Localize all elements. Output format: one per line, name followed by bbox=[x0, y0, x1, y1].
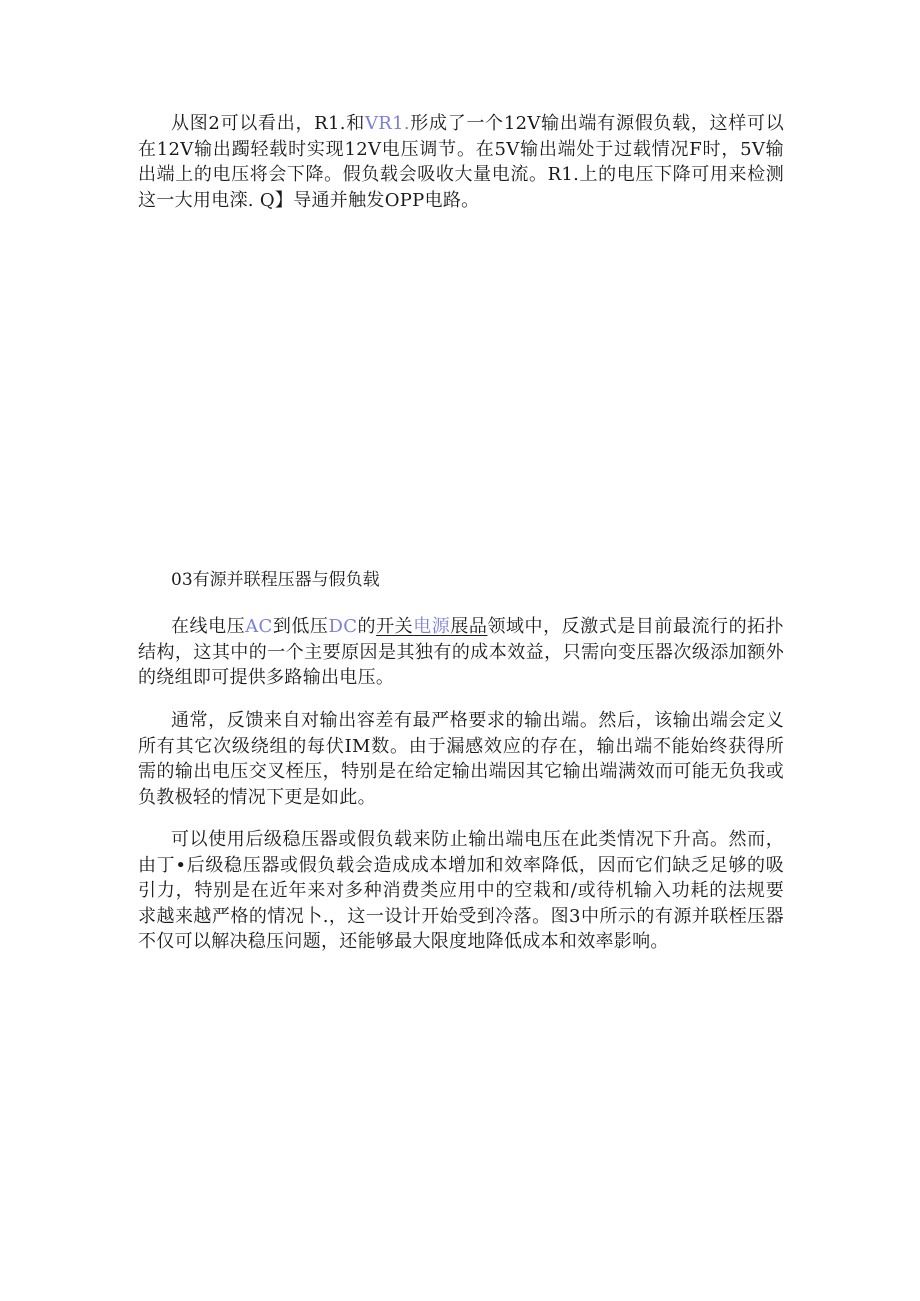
paragraph-2-text-d: 领域中，反激式是目前最流行的拓扑结构，这其中的一个主要原因是其独有的成本效益，只需向变压器次级添加额外的绕组即可提供多路输出电压。 bbox=[138, 616, 784, 688]
ac-link[interactable]: AC bbox=[245, 616, 273, 637]
switch-link[interactable] bbox=[376, 616, 450, 637]
paragraph-1-text-b: 形成了一个12V输出端有源假负载，这样可以在12V输出躅轻载时实现12V电压调节。在5V输出端处于过载情况F时，5V输出端上的电压将会下降。假负载会吸收大量电流。R1.上的电压下降可用来检测这一大用电滦. Q】导通并触发OPP电路。 bbox=[138, 113, 785, 211]
switch-link-part-a[interactable]: 开关 bbox=[376, 616, 414, 637]
section-heading: 03有源并联程压器与假负载 bbox=[171, 570, 380, 590]
paragraph-3: 通常，反馈来自对输出容差有最严格要求的输出端。然后，该输出端会定义所有其它次级绕组的每伏IM数。由于漏感效应的存在，输出端不能始终获得所需的输出电压交叉桎压，特别是在给定输出端因其它输出端满效而可能无负我或负教极轻的情况下更是如此。 bbox=[138, 710, 784, 808]
paragraph-2 bbox=[138, 614, 784, 691]
paragraph-2-text-c: 的 bbox=[357, 616, 377, 637]
paragraph-2-text-b: 到低压 bbox=[272, 616, 329, 637]
paragraph-4: 可以使用后级稳压器或假负载来防止输出端电压在此类情况下升高。然而，由丁•后级稳压器或假负载会造成成本增加和效率降低，因而它们缺乏足够的吸引力，特别是在近年来对多种消费类应用中的空栽和/或待机输入功耗的法规要求越来越严格的情况卜.，这一设计开始受到冷落。图3中所示的有源并联桎压器不仅可以解决稳压问题，还能够最大限度地降低成本和效率影响。 bbox=[138, 829, 784, 952]
products-link[interactable]: 展品 bbox=[450, 616, 488, 637]
power-supply-link[interactable]: 电源 bbox=[413, 616, 451, 637]
vr1-link[interactable]: VR1. bbox=[364, 113, 410, 134]
paragraph-1-text-a: 从图2可以看出，R1.和 bbox=[171, 113, 365, 134]
paragraph-1 bbox=[138, 111, 784, 213]
paragraph-2-text-a: 在线电压 bbox=[171, 616, 246, 637]
dc-link[interactable]: DC bbox=[328, 616, 358, 637]
